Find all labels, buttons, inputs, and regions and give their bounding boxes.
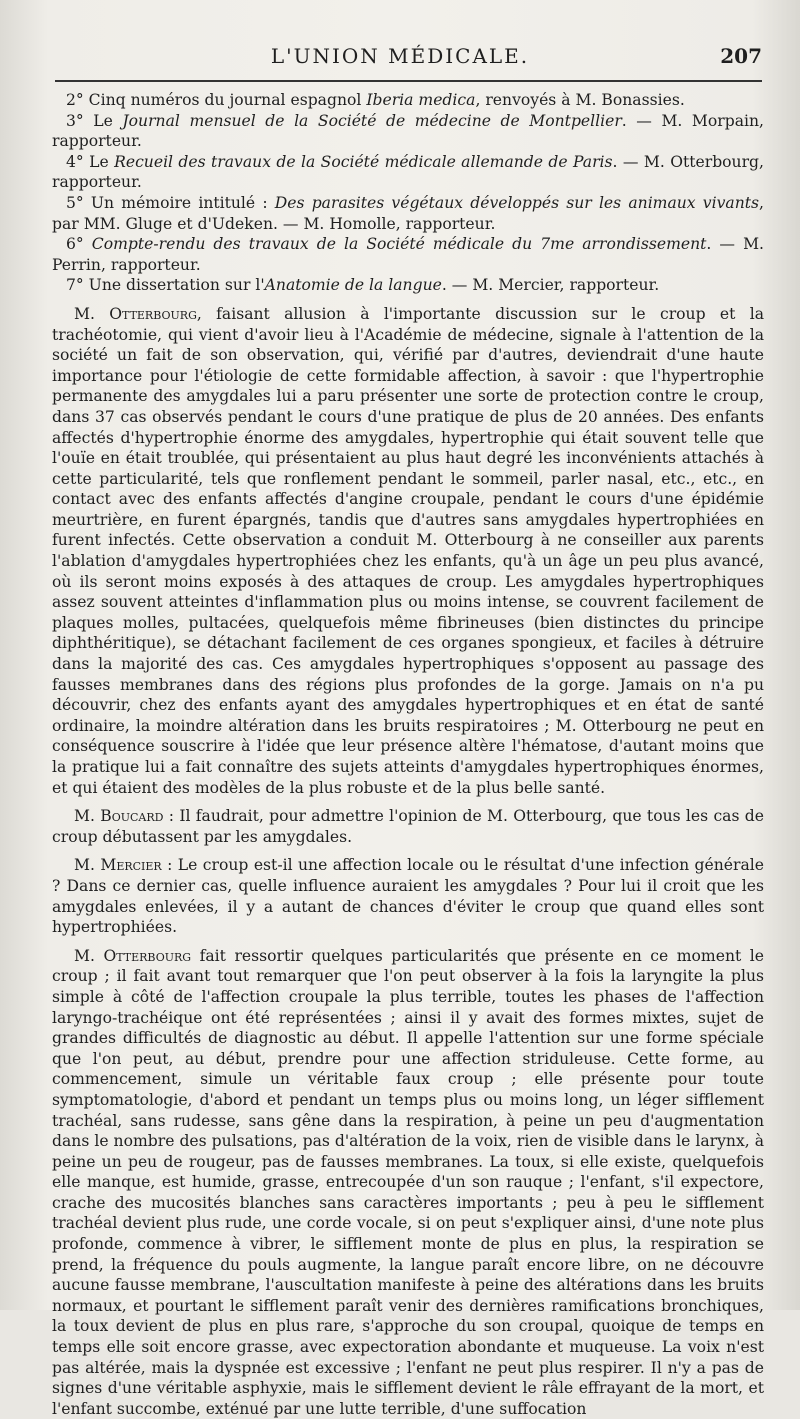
speaker-name: M. Otterbourg bbox=[74, 946, 192, 965]
paragraph-otterbourg-2: M. Otterbourg fait ressortir quelques particularités que présente en ce moment le croup ; il fait avant tout remarquer que l'on peut observer à la fois la laryngite la plus simple à côté de l'affection croupale la plus terrible, toutes les phases de l'affection laryngo-trachéique ont été représentées ; ainsi il y avait des formes mixtes, sujet de grandes difficultés de diagnostic au début. Il appelle l'attention sur une forme spéciale que l'on peut, au début, prendre pour une affection striduleuse. Cette forme, au commencement, simule un véritable faux croup ; elle présente pour toute symptomatologie, d'abord et pendant un temps plus ou moins long, un léger sifflement trachéal, sans rudesse, sans gêne dans la respiration, à peine un peu d'augmentation dans le nombre des pulsations, pas d'altération de la voix, rien de visible dans le larynx, à peine un peu de rougeur, pas de fausses membranes. La toux, si elle existe, quelquefois elle manque, est humide, grasse, entrecoupée d'un son rauque ; l'enfant, s'il expectore, crache des mucosités blanches sans caractères importants ; peu à peu le sifflement trachéal devient plus rude, une corde vocale, si on peut s'expliquer ainsi, d'une note plus profonde, commence à vibrer, le sifflement monte de plus en plus, la respiration se prend, la fréquence du pouls augmente, la langue paraît encore libre, on ne découvre aucune fausse membrane, l'auscultation manifeste à peine des altérations dans les bruits normaux, et pourtant le sifflement paraît venir des dernières ramifications bronchiques, la toux devient de plus en plus rare, s'approche du son croupal, quoique de temps en temps elle soit encore grasse, avec expectoration abondante et muqueuse. La voix n'est pas altérée, mais la dyspnée est excessive ; l'enfant ne peut plus respirer. Il n'y a pas de signes d'une véritable asphyxie, mais le sifflement devient le râle effrayant de la mort, et l'enfant succombe, exténué par une lutte terrible, d'une suffocation bbox=[52, 946, 764, 1418]
paragraph-otterbourg-1: M. Otterbourg, faisant allusion à l'importante discussion sur le croup et la trachéotomie, qui vient d'avoir lieu à l'Académie de médecine, signale à l'attention de la société un fait de son observation, qui, vérifié par d'autres, deviendrait d'une haute importance pour l'étiologie de cette formidable affection, à savoir : que l'hypertrophie permanente des amygdales lui a paru présenter une sorte de protection contre le croup, dans 37 cas observés pendant le cours d'une pratique de plus de 20 années. Des enfants affectés d'hypertrophie énorme des amygdales, hypertrophie qui était souvent telle que l'ouïe en était troublée, qui présentaient au plus haut degré les inconvénients attachés à cette particularité, tels que ronflement pendant le sommeil, parler nasal, etc., etc., en contact avec des enfants affectés d'angine croupale, pendant le cours d'une épidémie meurtrière, en furent épargnés, tandis que d'autres sans amygdales hypertrophiées en furent infectés. Cette observation a conduit M. Otterbourg à ne conseiller aux parents l'ablation d'amygdales hypertrophiées chez les enfants, qu'à un âge un peu plus avancé, où ils seront moins exposés à des attaques de croup. Les amygdales hypertrophiques assez souvent atteintes d'inflammation plus ou moins intense, se couvrent facilement de plaques molles, pultacées, quelquefois même fibrineuses (bien distinctes du principe diphthéritique), se détachant facilement de ces organes spongieux, et faciles à détruire dans la majorité des cas. Ces amygdales hypertrophiques s'opposent au passage des fausses membranes dans des régions plus profondes de la gorge. Jamais on n'a pu découvrir, chez des enfants ayant des amygdales hypertrophiques et en état de santé ordinaire, la moindre altération dans les bruits respiratoires ; M. Otterbourg ne peut en conséquence souscrire à l'idée que leur présence altère l'hématose, d'autant moins que la pratique lui a fait connaître des sujets atteints d'amygdales hypertrophiques énormes, et qui étaient des modèles de la plus robuste et de la plus belle santé. bbox=[52, 304, 764, 797]
paragraph-boucard: M. Boucard : Il faudrait, pour admettre l'opinion de M. Otterbourg, que tous les cas de croup débutassent par les amygdales. bbox=[52, 807, 765, 846]
page-number: 207 bbox=[720, 44, 762, 68]
list-item: 5° Un mémoire intitulé : Des parasites végétaux développés sur les animaux vivants, par MM. Gluge et d'Udeken. — M. Homolle, rapporteur. bbox=[52, 193, 764, 233]
speaker-name: M. Mercier bbox=[74, 856, 162, 875]
paragraph-mercier: M. Mercier : Le croup est-il une affection locale ou le résultat d'une infection générale ? Dans ce dernier cas, quelle influence auraient les amygdales ? Pour lui il croit que les amygdales enlevées, il y a autant de chances d'éviter le croup que quand elles sont hypertrophiées. bbox=[52, 856, 765, 937]
list-item: 4° Le Recueil des travaux de la Société médicale allemande de Paris. — M. Otterbourg, rapporteur. bbox=[52, 152, 764, 192]
list-item: 7° Une dissertation sur l'Anatomie de la langue. — M. Mercier, rapporteur. bbox=[66, 276, 660, 295]
page-body bbox=[52, 90, 764, 1419]
page-header bbox=[0, 40, 800, 76]
header-rule bbox=[55, 80, 762, 82]
list-item: 6° Compte-rendu des travaux de la Société médicale du 7me arrondissement. — M. Perrin, rapporteur. bbox=[52, 235, 764, 274]
speaker-name: M. Boucard bbox=[74, 807, 164, 826]
list-item: 3° Le Journal mensuel de la Société de médecine de Montpellier. — M. Morpain, rapporteur. bbox=[52, 111, 765, 151]
running-head: L'UNION MÉDICALE. bbox=[270, 44, 530, 68]
speaker-name: M. Otterbourg bbox=[74, 304, 197, 323]
list-item: 2° Cinq numéros du journal espagnol Iberia medica, renvoyés à M. Bonassies. bbox=[66, 91, 685, 109]
